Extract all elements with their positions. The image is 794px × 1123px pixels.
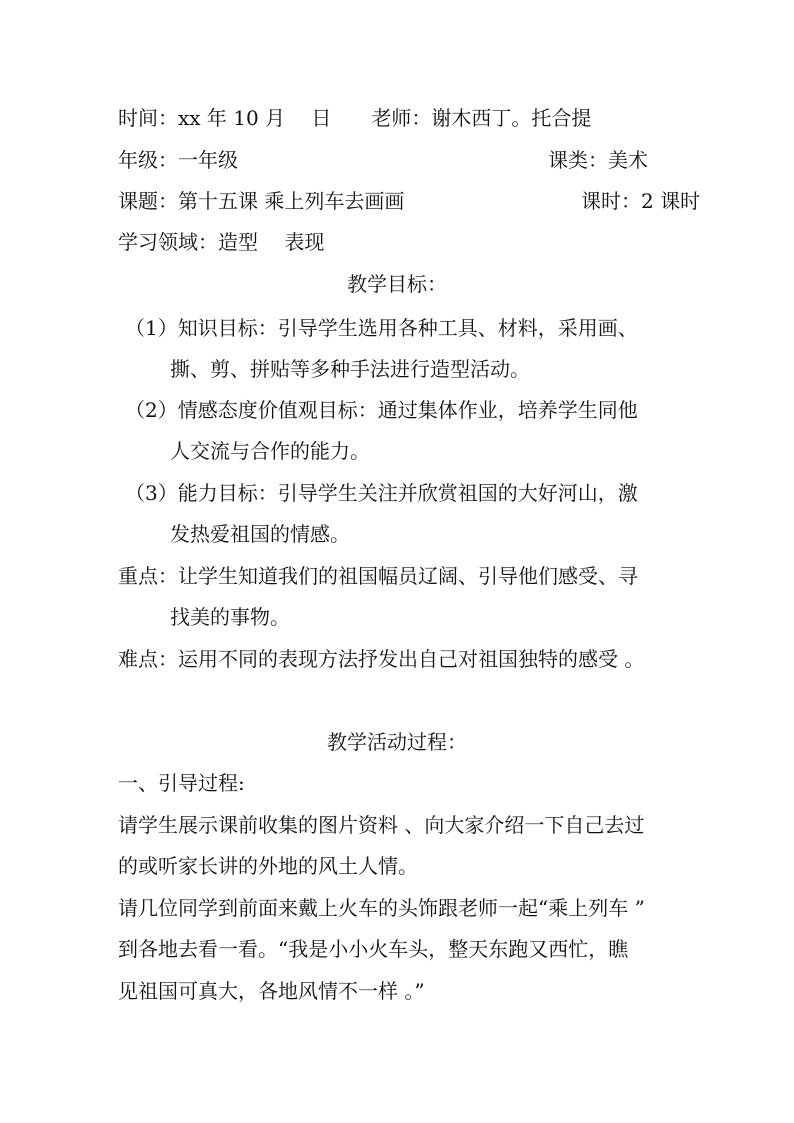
paragraph-2-line-1: 请几位同学到前面来戴上火车的头饰跟老师一起“乘上列车 ” [118,896,645,920]
section-1-heading: 一、引导过程: [118,771,245,795]
objectives-title: 教学目标： [347,272,447,296]
topic-label: 课题：第十五课 乘上列车去画画 [118,189,405,213]
objective-3-line-2: 发热爱祖国的情感。 [170,522,350,546]
class-type-label: 课类：美术 [548,148,648,172]
grade-label: 年级：一年级 [118,148,238,172]
hours-label: 课时：2 课时 [581,189,701,213]
paragraph-1-line-2: 的或听家长讲的外地的风土人情。 [118,854,418,878]
focus-line-1: 重点：让学生知道我们的祖国幅员辽阔、引导他们感受、寻 [118,564,638,588]
grade-class-row [118,148,648,172]
topic-hours-row [118,189,701,213]
time-teacher-line: 时间：xx 年 10 月 日 老师：谢木西丁。托合提 [118,106,592,130]
process-title: 教学活动过程： [327,730,467,754]
learning-domain: 学习领域：造型 表现 [118,230,325,254]
objective-2-line-2: 人交流与合作的能力。 [170,439,370,463]
paragraph-1-line-1: 请学生展示课前收集的图片资料 、向大家介绍一下自己去过 [118,813,645,837]
objective-1-line-2: 撕、剪、拼贴等多种手法进行造型活动。 [170,357,530,381]
objective-2-line-1: （2）情感态度价值观目标：通过集体作业，培养学生同他 [125,398,638,422]
difficulty-line: 难点：运用不同的表现方法抒发出自己对祖国独特的感受 。 [118,647,645,671]
paragraph-2-line-2: 到各地去看一看。“我是小小火车头，整天东跑又西忙，瞧 [118,937,629,961]
focus-line-2: 找美的事物。 [170,605,290,629]
paragraph-2-line-3: 见祖国可真大，各地风情不一样 。” [118,979,425,1003]
objective-1-line-1: （1）知识目标：引导学生选用各种工具、材料，采用画、 [125,316,638,340]
objective-3-line-1: （3）能力目标：引导学生关注并欣赏祖国的大好河山，激 [125,481,638,505]
